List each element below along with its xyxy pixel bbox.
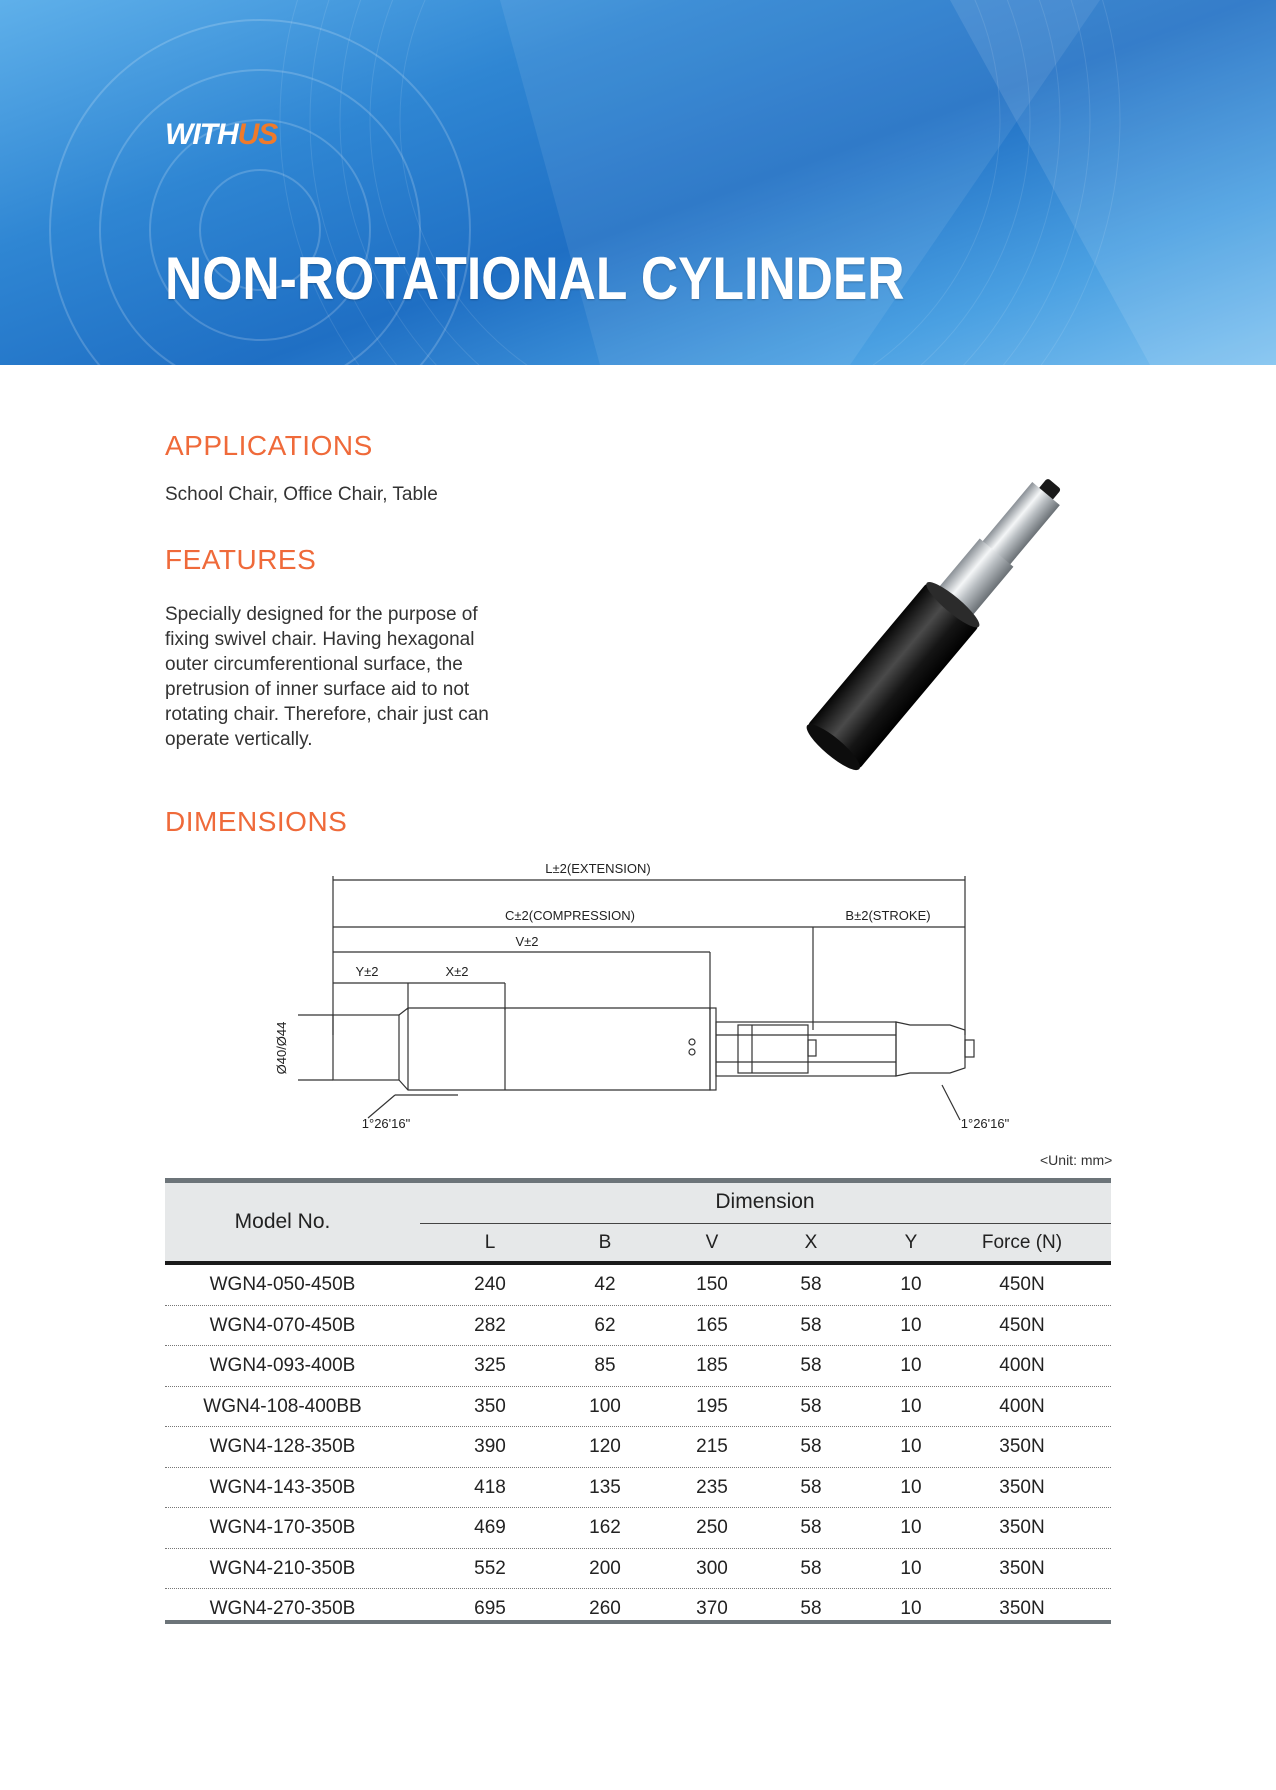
b-cell: 85 [594, 1355, 616, 1376]
col-header-Y: Y [904, 1232, 918, 1253]
force-cell: 400N [999, 1395, 1045, 1417]
x-cell: 58 [800, 1476, 822, 1498]
x-cell: 58 [800, 1436, 822, 1457]
features-text: Specially designed for the purpose of fixing swivel chair. Having hexagonal outer circumferentional surface, the pretrusion of inner surface aid to not rotating chair. Therefore, chair just can operate vertically. [165, 604, 489, 750]
y-cell: 10 [900, 1476, 922, 1498]
dimension-group-header: Dimension [715, 1190, 815, 1213]
force-cell: 350N [999, 1557, 1045, 1579]
b-cell: 62 [594, 1314, 616, 1336]
v-cell: 215 [696, 1436, 728, 1457]
model-cell: WGN4-210-350B [209, 1557, 356, 1579]
y-cell: 10 [900, 1557, 922, 1579]
col-header-X: X [804, 1232, 818, 1253]
b-cell: 200 [589, 1557, 621, 1579]
b-cell: 162 [589, 1517, 621, 1538]
v-cell: 165 [696, 1314, 728, 1336]
b-cell: 120 [589, 1436, 621, 1457]
l-cell: 282 [474, 1314, 506, 1336]
x-cell: 58 [800, 1395, 822, 1417]
b-cell: 135 [589, 1476, 621, 1498]
x-cell: 58 [800, 1355, 822, 1376]
force-cell: 350N [999, 1436, 1045, 1457]
y-cell: 10 [900, 1395, 922, 1417]
force-cell: 350N [999, 1476, 1045, 1498]
dimension-drawing [260, 850, 1020, 1140]
label-X: X±2 [445, 964, 469, 979]
v-cell: 150 [696, 1274, 728, 1295]
features-heading: FEATURES [165, 544, 317, 575]
force-cell: 450N [999, 1274, 1045, 1295]
applications-text: School Chair, Office Chair, Table [165, 484, 438, 505]
model-cell: WGN4-143-350B [209, 1476, 356, 1498]
applications-heading: APPLICATIONS [165, 430, 373, 461]
label-C: C±2(COMPRESSION) [505, 908, 635, 923]
label-V: V±2 [515, 934, 539, 949]
table-bottom-rule [165, 1620, 1111, 1624]
y-cell: 10 [900, 1355, 922, 1376]
force-cell: 350N [999, 1598, 1045, 1619]
model-cell: WGN4-128-350B [209, 1436, 356, 1457]
force-cell: 350N [999, 1517, 1045, 1538]
b-cell: 100 [589, 1395, 621, 1417]
table-row [165, 1508, 1111, 1549]
label-Y: Y±2 [355, 964, 379, 979]
col-header-B: B [598, 1232, 612, 1253]
model-no-header: Model No. [234, 1210, 331, 1233]
table-row [165, 1265, 1111, 1306]
l-cell: 695 [474, 1598, 506, 1619]
table-row [165, 1387, 1111, 1428]
label-L: L±2(EXTENSION) [545, 861, 651, 876]
v-cell: 195 [696, 1395, 728, 1417]
v-cell: 300 [696, 1557, 728, 1579]
col-header-V: V [705, 1232, 719, 1253]
force-cell: 450N [999, 1314, 1045, 1336]
v-cell: 250 [696, 1517, 728, 1538]
y-cell: 10 [900, 1314, 922, 1336]
x-cell: 58 [800, 1598, 822, 1619]
v-cell: 185 [696, 1355, 728, 1376]
x-cell: 58 [800, 1557, 822, 1579]
l-cell: 418 [474, 1476, 506, 1498]
l-cell: 325 [474, 1355, 506, 1376]
l-cell: 240 [474, 1274, 506, 1295]
l-cell: 469 [474, 1517, 506, 1538]
x-cell: 58 [800, 1274, 822, 1295]
x-cell: 58 [800, 1314, 822, 1336]
cylinder-product-image [770, 440, 1110, 800]
dimensions-heading: DIMENSIONS [165, 806, 348, 837]
l-cell: 390 [474, 1436, 506, 1457]
label-angle-left: 1°26'16" [361, 1116, 411, 1131]
label-B: B±2(STROKE) [845, 908, 931, 923]
dimension-group-rule [420, 1223, 1111, 1224]
page-title: NON-ROTATIONAL CYLINDER [165, 245, 905, 312]
unit-note: <Unit: mm> [1040, 1152, 1113, 1168]
y-cell: 10 [900, 1436, 922, 1457]
model-cell: WGN4-093-400B [209, 1355, 356, 1376]
l-cell: 350 [474, 1395, 506, 1417]
y-cell: 10 [900, 1274, 922, 1295]
table-row [165, 1427, 1111, 1468]
model-cell: WGN4-170-350B [209, 1517, 356, 1538]
table-row [165, 1346, 1111, 1387]
table-row [165, 1549, 1111, 1590]
col-header-force: Force (N) [981, 1232, 1063, 1253]
model-cell: WGN4-050-450B [209, 1274, 356, 1295]
v-cell: 370 [696, 1598, 728, 1619]
y-cell: 10 [900, 1517, 922, 1538]
table-body [165, 1265, 1111, 1629]
col-header-L: L [484, 1232, 496, 1253]
header-banner [0, 0, 1276, 365]
table-row [165, 1468, 1111, 1509]
label-angle-right: 1°26'16" [960, 1116, 1010, 1131]
model-cell: WGN4-270-350B [209, 1598, 356, 1619]
x-cell: 58 [800, 1517, 822, 1538]
v-cell: 235 [696, 1476, 728, 1498]
force-cell: 400N [999, 1355, 1045, 1376]
withus-logo: WITHUS [165, 118, 278, 151]
b-cell: 260 [589, 1598, 621, 1619]
table-row [165, 1306, 1111, 1347]
l-cell: 552 [474, 1557, 506, 1579]
model-cell: WGN4-070-450B [209, 1314, 356, 1336]
y-cell: 10 [900, 1598, 922, 1619]
model-cell: WGN4-108-400BB [203, 1395, 362, 1417]
label-diameter: Ø40/Ø44 [274, 1021, 289, 1075]
b-cell: 42 [594, 1274, 616, 1295]
